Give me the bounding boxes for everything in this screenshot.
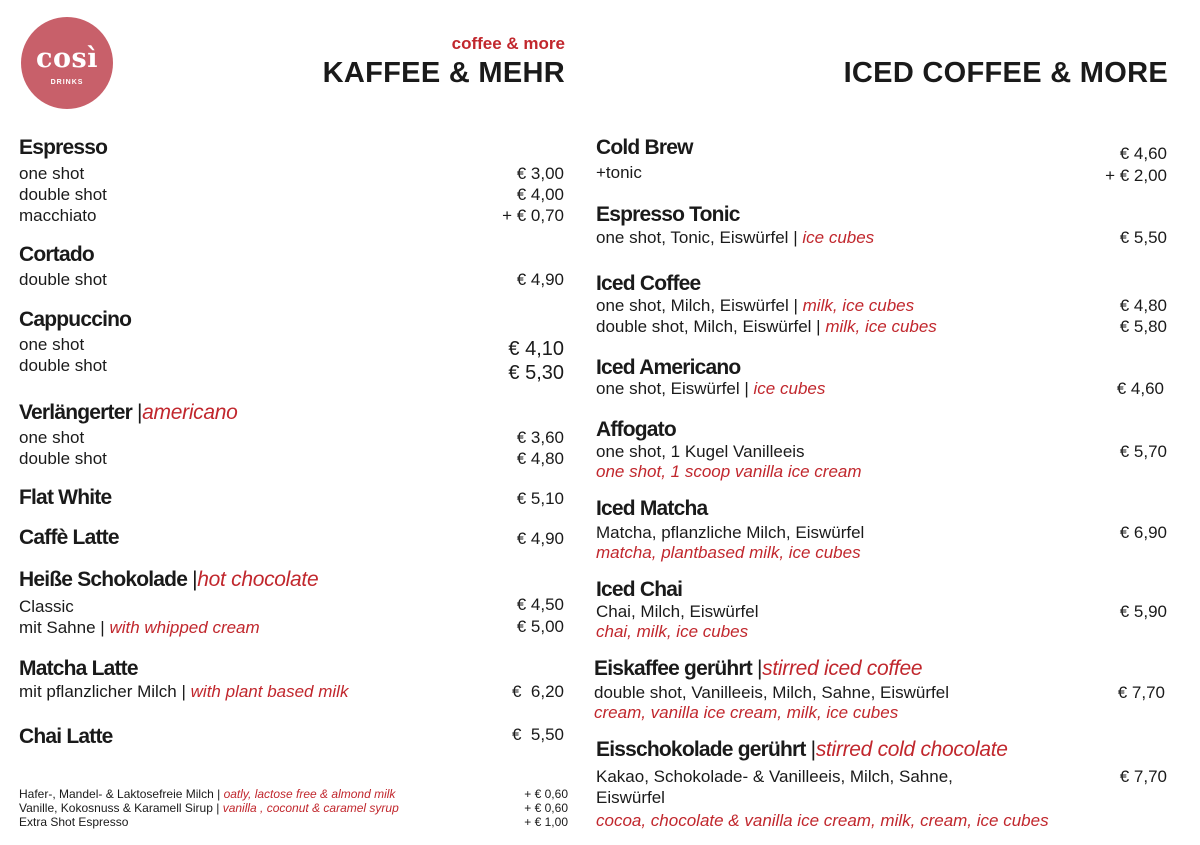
extra-label: Vanille, Kokosnuss & Karamell Sirup xyxy=(19,801,213,815)
option-separator: | xyxy=(793,228,798,247)
item-title-verlaengerter xyxy=(19,401,238,425)
item-title-flat-white: Flat White xyxy=(19,486,112,509)
item-price: € 4,10 xyxy=(508,338,564,360)
extra-row xyxy=(19,801,399,815)
option-separator: | xyxy=(181,682,186,701)
title-separator: | xyxy=(757,657,763,680)
logo-subtitle: DRINKS xyxy=(50,79,84,86)
item-option: one shot, 1 Kugel Vanilleeis xyxy=(596,442,805,461)
item-option: one shot xyxy=(19,428,85,447)
header-right-title: ICED COFFEE & MORE xyxy=(843,57,1168,89)
option-separator: | xyxy=(744,379,749,398)
item-title-cold-brew: Cold Brew xyxy=(596,136,693,159)
item-price: € 4,60 xyxy=(1119,144,1167,163)
item-translation: cocoa, chocolate & vanilla ice cream, milk, cream, ice cubes xyxy=(596,811,1049,830)
item-title-affogato: Affogato xyxy=(596,418,676,441)
item-option: double shot xyxy=(19,270,107,289)
title-separator: | xyxy=(137,401,143,424)
title-translation: stirred cold chocolate xyxy=(815,738,1008,761)
title-translation: americano xyxy=(142,401,238,424)
option-translation: with plant based milk xyxy=(190,682,349,701)
item-price: € 4,50 xyxy=(516,595,564,614)
title-translation: stirred iced coffee xyxy=(762,657,923,680)
option-translation: milk, ice cubes xyxy=(825,317,937,336)
title-separator: | xyxy=(810,738,816,761)
item-title-matcha-latte: Matcha Latte xyxy=(19,657,138,680)
option-de: mit pflanzlicher Milch xyxy=(19,682,177,701)
item-title-iced-coffee: Iced Coffee xyxy=(596,272,701,295)
header-left-subtitle: coffee & more xyxy=(451,34,565,53)
item-price: + € 0,70 xyxy=(502,206,564,225)
item-option: +tonic xyxy=(596,163,642,182)
extra-price: + € 1,00 xyxy=(524,815,568,829)
item-price: € 3,00 xyxy=(516,164,564,183)
item-title-eisschokolade xyxy=(596,738,1008,762)
item-price: € 7,70 xyxy=(1119,767,1167,786)
option-translation: ice cubes xyxy=(753,379,826,398)
title-translation: hot chocolate xyxy=(197,568,319,591)
item-title-caffe-latte: Caffè Latte xyxy=(19,526,119,549)
item-price: € 7,70 xyxy=(1117,683,1165,702)
item-title-iced-matcha: Iced Matcha xyxy=(596,497,708,520)
item-option: double shot xyxy=(19,185,107,204)
item-price: € 4,80 xyxy=(1119,296,1167,315)
item-translation: chai, milk, ice cubes xyxy=(596,622,749,641)
option-translation: ice cubes xyxy=(802,228,875,247)
item-option: one shot xyxy=(19,335,85,354)
item-option xyxy=(596,296,914,316)
option-separator: | xyxy=(793,296,798,315)
item-option xyxy=(19,618,260,638)
item-title-cappuccino: Cappuccino xyxy=(19,308,132,331)
option-translation: with whipped cream xyxy=(109,618,260,637)
option-de: one shot, Milch, Eiswürfel xyxy=(596,296,789,315)
item-option: Matcha, pflanzliche Milch, Eiswürfel xyxy=(596,523,865,542)
item-price: € 3,60 xyxy=(516,428,564,447)
item-title-iced-chai: Iced Chai xyxy=(596,578,683,601)
item-price: € 4,90 xyxy=(516,270,564,289)
item-option: Classic xyxy=(19,597,74,616)
option-de: mit Sahne xyxy=(19,618,96,637)
title-de: Eiskaffee gerührt xyxy=(594,657,752,680)
cosi-logo xyxy=(21,17,113,109)
item-title-espresso: Espresso xyxy=(19,136,108,159)
extra-row xyxy=(19,787,395,801)
item-price: € 5,50 xyxy=(1119,228,1167,247)
item-price: € 5,70 xyxy=(1119,442,1167,461)
option-separator: | xyxy=(100,618,105,637)
item-price: € 5,90 xyxy=(1119,602,1167,621)
extra-translation: oatly, lactose free & almond milk xyxy=(223,787,396,801)
option-de: double shot, Milch, Eiswürfel xyxy=(596,317,812,336)
item-price: € 4,60 xyxy=(1116,379,1164,398)
title-de: Heiße Schokolade xyxy=(19,568,188,591)
title-de: Verlängerter xyxy=(19,401,132,424)
item-price: € 5,50 xyxy=(512,725,564,744)
item-option xyxy=(19,682,348,702)
item-price-addon: + € 2,00 xyxy=(1105,166,1167,185)
item-translation: cream, vanilla ice cream, milk, ice cubes xyxy=(594,703,899,722)
item-translation: matcha, plantbased milk, ice cubes xyxy=(596,543,861,562)
item-price: € 5,00 xyxy=(516,617,564,636)
extra-separator: | xyxy=(217,787,221,801)
item-title-hot-chocolate xyxy=(19,568,318,592)
item-option: Kakao, Schokolade- & Vanilleeis, Milch, Sahne, xyxy=(596,767,953,786)
item-option xyxy=(596,228,874,248)
header-left-title: KAFFEE & MEHR xyxy=(322,57,565,89)
item-price: € 4,80 xyxy=(516,449,564,468)
option-translation: milk, ice cubes xyxy=(802,296,915,315)
logo-word: così xyxy=(36,43,98,74)
option-separator: | xyxy=(816,317,821,336)
item-option xyxy=(596,379,825,399)
item-option: double shot, Vanilleeis, Milch, Sahne, Eiswürfel xyxy=(594,683,949,702)
item-option: Chai, Milch, Eiswürfel xyxy=(596,602,759,621)
item-price: € 6,90 xyxy=(1119,523,1167,542)
option-de: one shot, Tonic, Eiswürfel xyxy=(596,228,789,247)
item-price: € 5,30 xyxy=(508,362,564,384)
item-title-iced-americano: Iced Americano xyxy=(596,356,741,379)
item-option-continued: Eiswürfel xyxy=(596,788,665,807)
title-separator: | xyxy=(192,568,198,591)
extra-separator: | xyxy=(216,801,220,815)
extra-label: Extra Shot Espresso xyxy=(19,815,129,829)
item-option: double shot xyxy=(19,449,107,468)
item-translation: one shot, 1 scoop vanilla ice cream xyxy=(596,462,862,481)
item-option: double shot xyxy=(19,356,107,375)
extra-price: + € 0,60 xyxy=(524,787,568,801)
option-de: one shot, Eiswürfel xyxy=(596,379,740,398)
item-option: macchiato xyxy=(19,206,97,225)
item-price: € 5,80 xyxy=(1119,317,1167,336)
item-title-espresso-tonic: Espresso Tonic xyxy=(596,203,740,226)
item-option xyxy=(596,317,937,337)
extra-price: + € 0,60 xyxy=(524,801,568,815)
extra-translation: vanilla , coconut & caramel syrup xyxy=(222,801,399,815)
item-title-cortado: Cortado xyxy=(19,243,94,266)
item-price: € 4,90 xyxy=(516,529,564,548)
item-price: € 6,20 xyxy=(512,682,564,701)
title-de: Eisschokolade gerührt xyxy=(596,738,806,761)
item-option: one shot xyxy=(19,164,85,183)
item-price: € 5,10 xyxy=(516,489,564,508)
item-title-chai-latte: Chai Latte xyxy=(19,725,113,748)
item-title-eiskaffee xyxy=(594,657,922,681)
extra-label: Hafer-, Mandel- & Laktosefreie Milch xyxy=(19,787,214,801)
item-price: € 4,00 xyxy=(516,185,564,204)
